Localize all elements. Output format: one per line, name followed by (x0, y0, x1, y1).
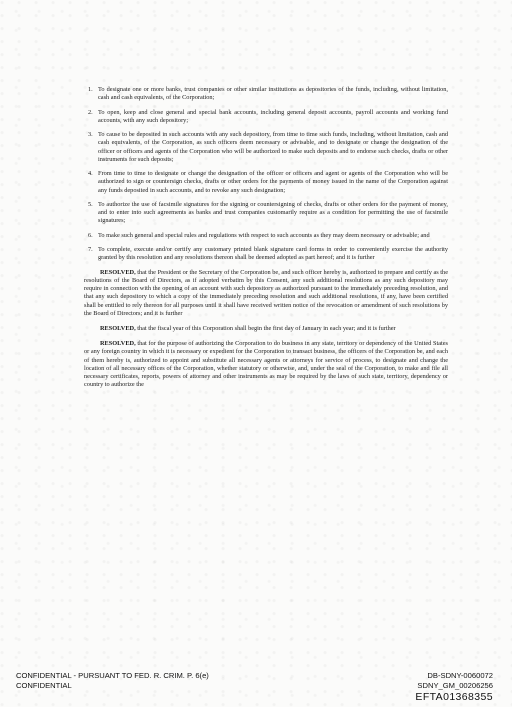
document-body (84, 86, 448, 396)
item-text: To complete, execute and/or certify any customary printed blank signature card forms in order to conveniently exercise the authority granted by this resolution and any resolutions thereon shall be deemed adopted as part hereof; and it is further (98, 246, 448, 262)
item-number: 6. (88, 231, 93, 239)
resolution-text: that the fiscal year of this Corporation shall begin the first day of January in each year; and it is further (135, 324, 396, 332)
item-number: 4. (88, 170, 93, 178)
confidentiality-footer (16, 671, 209, 691)
bates-number-sdny: SDNY_GM_00206256 (417, 681, 493, 690)
item-number: 3. (88, 131, 93, 139)
list-item (84, 201, 448, 226)
bates-number-efta: EFTA01368355 (415, 691, 493, 703)
resolution-text: that the President or the Secretary of the Corporation be, and such officer hereby is, authorized to prepare and certify as the resolutions of the Board of Directors, as if adopted verbatim by this Consent, any such additional resolutions as any such depository may require in connection with the opening of an account with such depository as authorized pursuant to the immediately preceding resolution, and that any such depository to which a copy of the immediately preceding resolution and such additional resolutions, if any, have been certified shall be entitled to rely thereon for all purposes until it shall have received written notice of the revocation or amendment of such resolutions by the Board of Directors; and it is further (84, 268, 448, 317)
item-number: 2. (88, 108, 93, 116)
list-item (84, 109, 448, 125)
list-item (84, 131, 448, 164)
item-number: 5. (88, 200, 93, 208)
bates-stamp (415, 671, 493, 703)
resolution-paragraph (84, 340, 448, 389)
item-number: 1. (88, 86, 93, 93)
resolved-label: RESOLVED, (100, 340, 136, 348)
item-text: To authorize the use of facsimile signatures for the signing or countersigning of checks, drafts or other orders for the payment of money, and to enter into such agreements as banks and trust companies customarily require as a condition for permitting the use of facsimile signatures; (98, 200, 448, 225)
authorization-list (84, 86, 448, 263)
item-text: To cause to be deposited in such accounts with any such depository, from time to time such funds, including, without limitation, cash and cash equivalents, of the Corporation, as such officers deem necessary or advisable, and to designate or change the designation of the officer or officers and agents of the Corporation who will be authorized to make such deposits and to endorse such checks, drafts or other instruments for such deposits; (98, 131, 448, 163)
bates-number-db: DB-SDNY-0060072 (427, 671, 493, 680)
list-item (84, 232, 448, 240)
item-text: From time to time to designate or change the designation of the officer or officers and agent or agents of the Corporation who will be authorized to sign or countersign checks, drafts or other orders for the payments of money issued in the name of the Corporation against any funds deposited in such accounts, and to revoke any such designation; (98, 170, 448, 194)
item-number: 7. (88, 246, 93, 254)
resolution-paragraph (84, 269, 448, 318)
item-text: To make such general and special rules and regulations with respect to such accounts as they may deem necessary or advisable; and (98, 231, 430, 239)
item-text: To open, keep and close general and special bank accounts, including general deposit accounts, payroll accounts and working fund accounts, with any such depository; (98, 108, 448, 124)
resolved-label: RESOLVED, (100, 324, 136, 332)
confidentiality-notice: CONFIDENTIAL - PURSUANT TO FED. R. CRIM. P. 6(e) (16, 671, 209, 680)
resolution-text: that for the purpose of authorizing the Corporation to do business in any state, territory or dependency of the United States or any foreign country in which it is necessary or expedient for the Corporation to transact business, the officers of the Corporation be, and each of them hereby is, authorized to appoint and substitute all necessary agents or attorneys for service of process, to designate and change the location of all necessary offices of the Corporation, whether statutory or otherwise, and, under the seal of the Corporation, to make and file all necessary certificates, reports, powers of attorney and other instruments as may be required by the laws of such state, territory, dependency or country to authorize the (84, 340, 448, 389)
resolution-paragraph (84, 325, 448, 333)
item-text: To designate one or more banks, trust companies or other similar institutions as depositories of the funds, including, without limitation, cash and cash equivalents, of the Corporation; (98, 86, 448, 102)
list-item (84, 86, 448, 102)
resolved-label: RESOLVED, (100, 268, 136, 276)
list-item (84, 246, 448, 262)
list-item (84, 170, 448, 195)
confidential-label: CONFIDENTIAL (16, 681, 72, 690)
